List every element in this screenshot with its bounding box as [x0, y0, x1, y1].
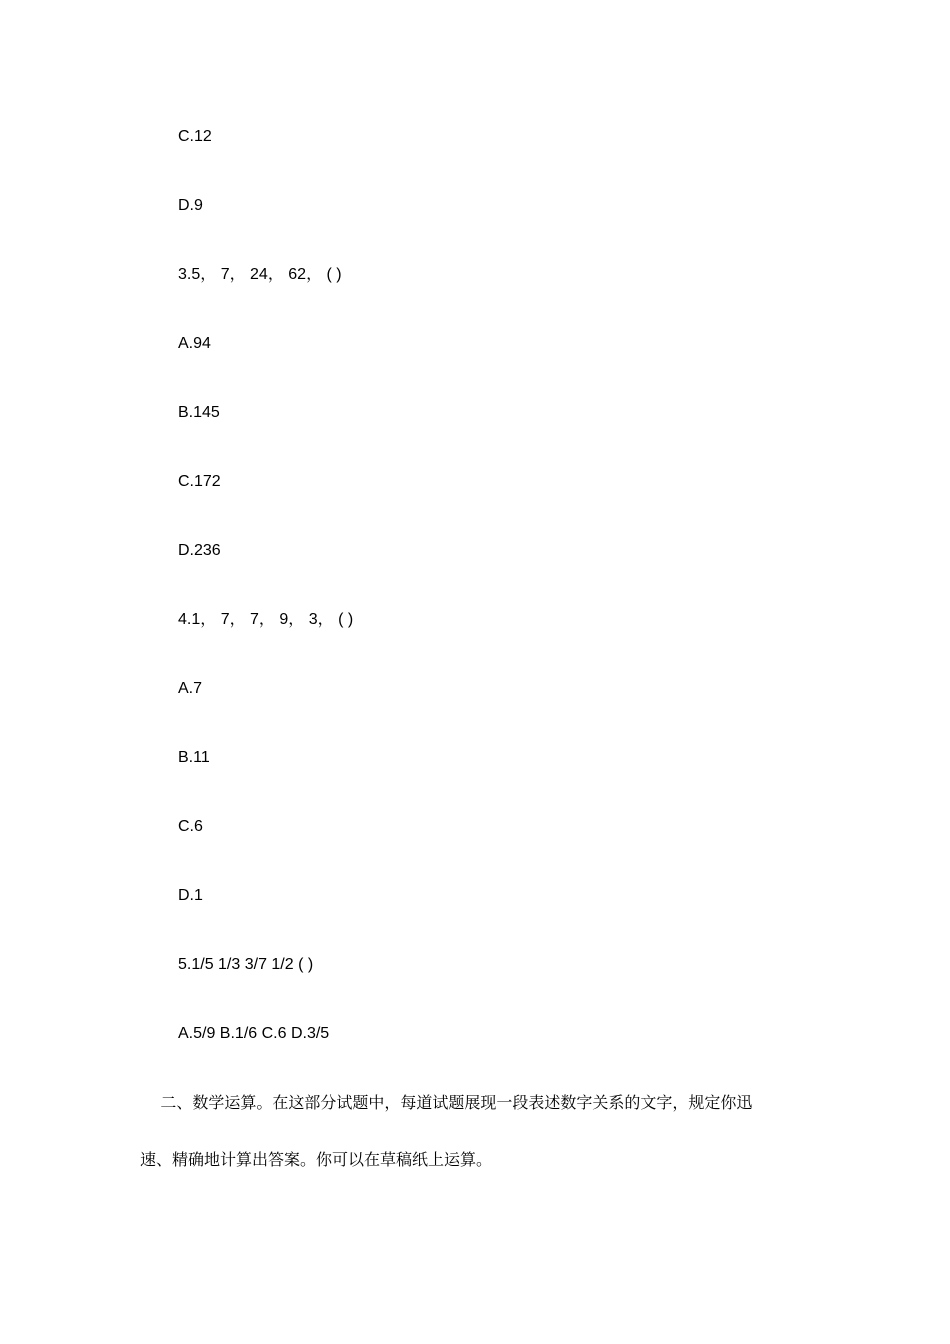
section-heading-line-1: 二、数学运算。在这部分试题中，每道试题展现一段表述数字关系的文字，规定你迅: [140, 1093, 753, 1112]
section-heading-line-2: 速、精确地计算出答案。你可以在草稿纸上运算。: [140, 1150, 493, 1169]
option-c-6: C.6: [178, 818, 203, 835]
option-d-1: D.1: [178, 887, 203, 904]
option-b-11: B.11: [178, 749, 210, 766]
option-a-94: A.94: [178, 335, 211, 352]
option-c-12: C.12: [178, 128, 212, 145]
question-3: 3.5， 7， 24， 62， ( ): [178, 266, 342, 283]
option-d-236: D.236: [178, 542, 221, 559]
question-4: 4.1， 7， 7， 9， 3， ( ): [178, 611, 354, 628]
option-a-7: A.7: [178, 680, 203, 697]
option-c-172: C.172: [178, 473, 221, 490]
option-d-9: D.9: [178, 197, 203, 214]
option-b-145: B.145: [178, 404, 220, 421]
question-5-options: A.5/9 B.1/6 C.6 D.3/5: [178, 1025, 330, 1042]
question-5: 5.1/5 1/3 3/7 1/2 ( ): [178, 956, 314, 973]
